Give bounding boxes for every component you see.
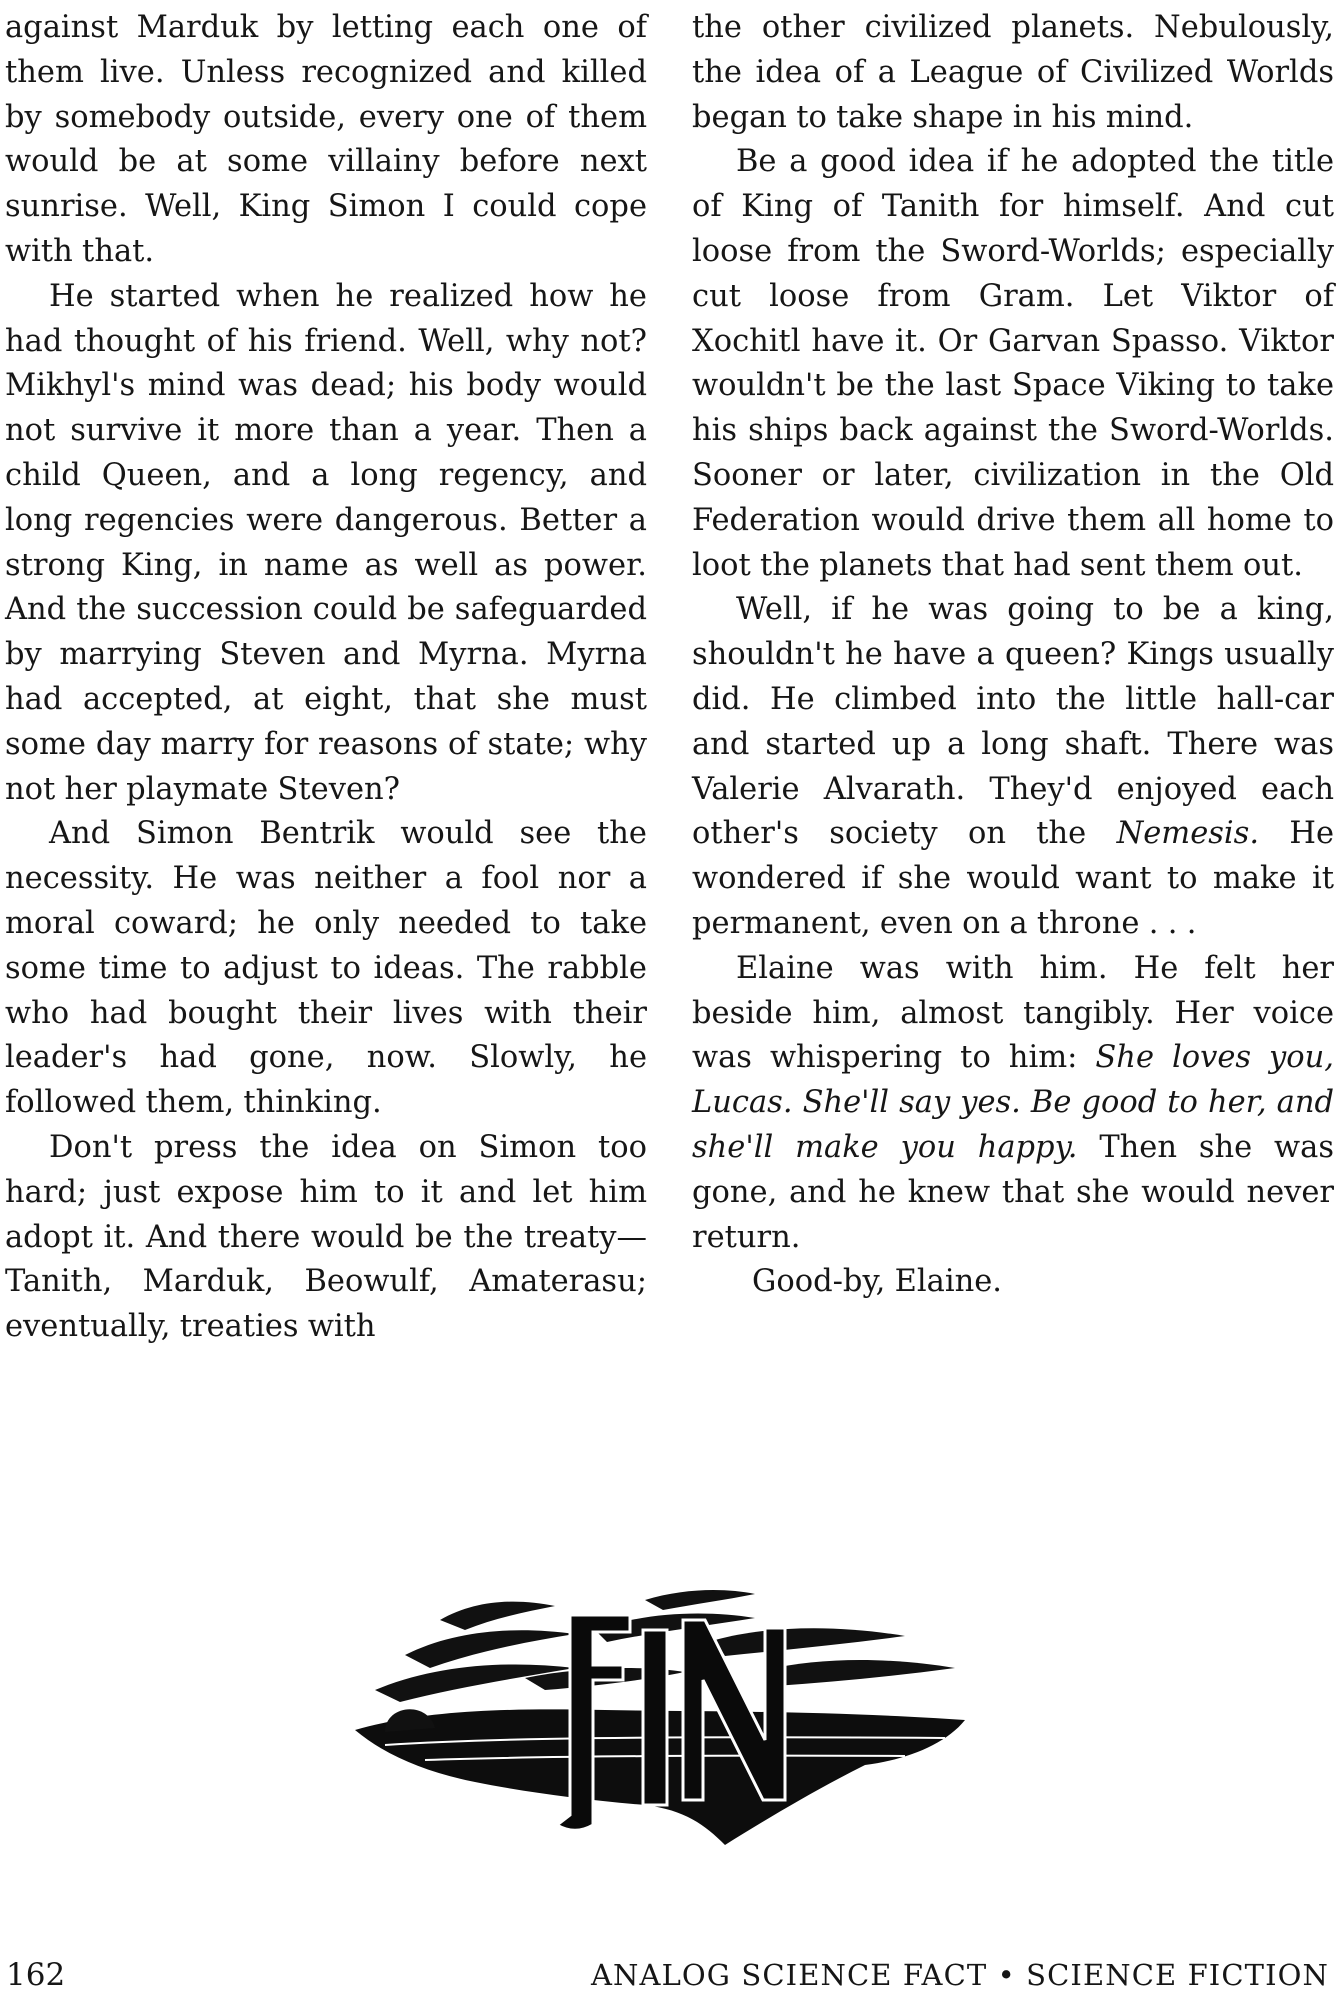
ship-name: Nemesis. bbox=[1116, 816, 1260, 852]
running-footer-title: ANALOG SCIENCE FACT • SCIENCE FICTION bbox=[591, 1958, 1329, 1992]
fin-end-mark-illustration bbox=[345, 1560, 985, 1860]
right-column bbox=[692, 6, 1334, 1305]
whispered-words: She loves you, Lucas. She'll say yes. Be good to her, and she'll make you happy. bbox=[692, 1040, 1334, 1165]
paragraph bbox=[692, 947, 1334, 1261]
paragraph: Don't press the idea on Simon too hard; just expose him to it and let him adopt it. And there would be the treaty—Tanith, Marduk, Beowulf, Amaterasu; eventually, treaties with bbox=[5, 1129, 647, 1345]
text-run: Well, if he was going to be a king, shouldn't he have a queen? Kings usually did. He climbed into the little hall-car and started up a long shaft. There was Valerie Alvarath. They'd enjoyed each other's society on the bbox=[692, 592, 1334, 852]
closing-line: Good-by, Elaine. bbox=[752, 1264, 1002, 1300]
paragraph: And Simon Bentrik would see the necessity. He was neither a fool nor a moral coward; he only needed to take some time to adjust to ideas. The rabble who had bought their lives with their leader's had gone, now. Slowly, he followed them, thinking. bbox=[5, 816, 647, 1121]
text-run: Elaine was with him. He felt her beside him, almost tangibly. Her voice was whispering to him: bbox=[692, 950, 1334, 1076]
paragraph: the other civilized planets. Nebulously, the idea of a League of Civilized Worlds began to take shape in his mind. bbox=[692, 10, 1334, 135]
text-run: He wondered if she would want to make it permanent, even on a throne . . . bbox=[692, 816, 1334, 941]
paragraph: against Marduk by letting each one of them live. Unless recognized and killed by somebody outside, every one of them would be at some villainy before next sunrise. Well, King Simon I could cope with that. bbox=[5, 10, 647, 269]
paragraph: He started when he realized how he had thought of his friend. Well, why not? Mikhyl's mind was dead; his body would not survive it more than a year. Then a child Queen, and a long regency, and long regencies were dangerous. Better a strong King, in name as well as power. And the succession could be safeguarded by marrying Steven and Myrna. Myrna had accepted, at eight, that she must some day marry for reasons of state; why not her playmate Steven? bbox=[5, 278, 647, 807]
left-column bbox=[5, 6, 647, 1350]
page-number: 162 bbox=[6, 1957, 66, 1993]
text-run: Then she was gone, and he knew that she would never return. bbox=[692, 1129, 1335, 1255]
fin-label: FIN bbox=[675, 1640, 677, 1641]
dome bbox=[385, 1709, 435, 1732]
paragraph bbox=[692, 588, 1334, 946]
paragraph: Be a good idea if he adopted the title of King of Tanith for himself. And cut loose from the Sword-Worlds; especially cut loose from Gram. Let Viktor of Xochitl have it. Or Garvan Spasso. Viktor wouldn't be the last Space Viking to take his ships back against the Sword-Worlds. Sooner or later, civilization in the Old Federation would drive them all home to loot the planets that had sent them out. bbox=[692, 144, 1334, 583]
